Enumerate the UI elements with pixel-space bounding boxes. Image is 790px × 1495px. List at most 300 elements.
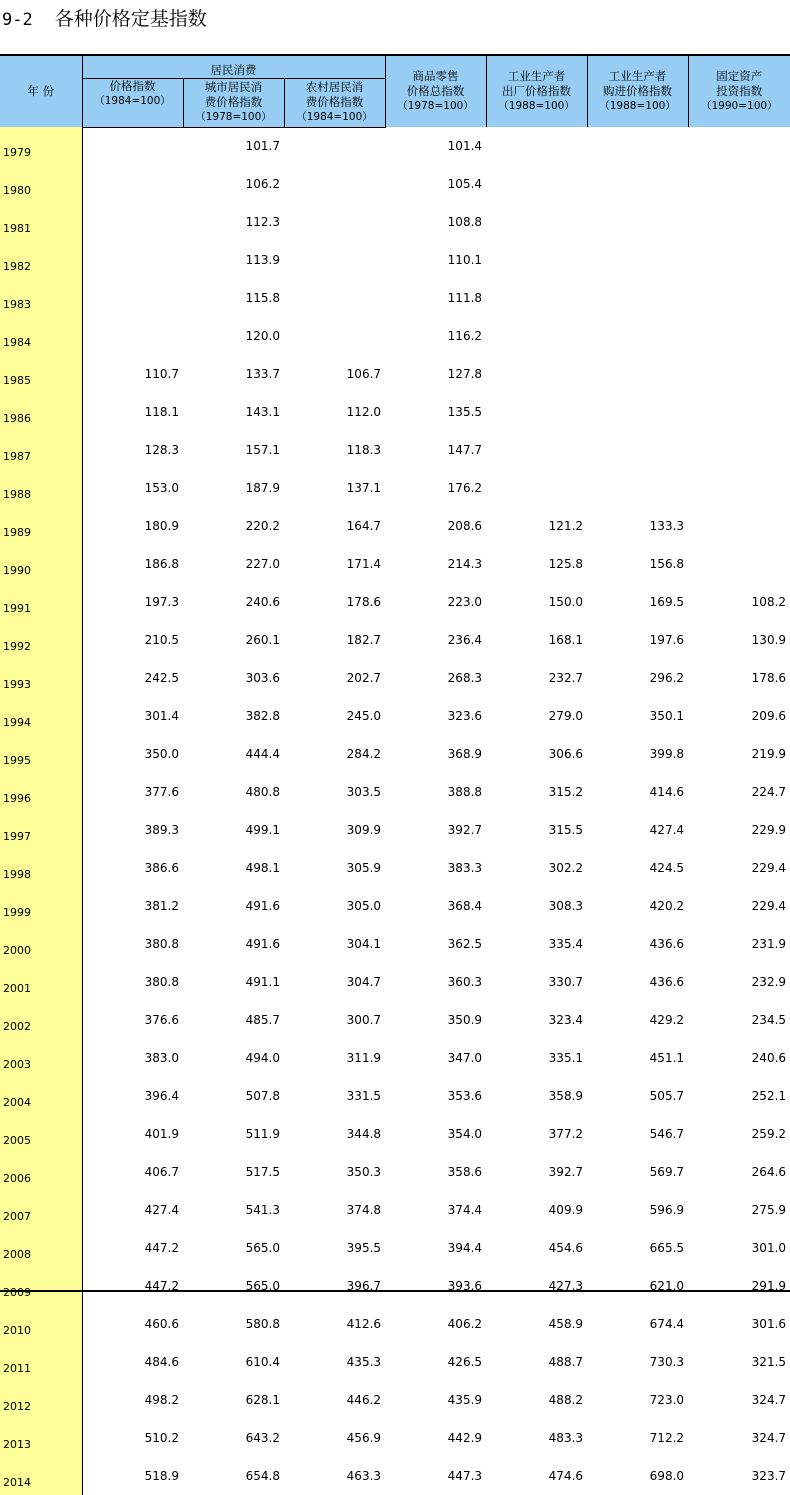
urban-cell: 541.3	[245, 1203, 280, 1217]
rural-cell: 456.9	[346, 1431, 382, 1445]
rural-cell: 446.2	[346, 1393, 382, 1407]
table-row	[0, 507, 790, 545]
ppi-in-cell: 546.7	[649, 1127, 685, 1141]
fai-cell: 275.9	[751, 1203, 787, 1217]
fai-cell: 232.9	[751, 975, 787, 989]
rural-cell: 304.1	[346, 937, 382, 951]
header-ppi-out	[486, 55, 587, 127]
year-cell: 2004	[0, 1077, 82, 1115]
fai-cell: 229.9	[751, 823, 787, 837]
ppi-out-cell	[486, 165, 587, 203]
urban-cell: 494.0	[245, 1051, 280, 1065]
rural-cell	[284, 203, 385, 241]
ppi-in-cell: 424.5	[649, 861, 685, 875]
table-row	[0, 735, 790, 773]
cpi-cell: 118.1	[144, 405, 179, 419]
urban-cell: 187.9	[245, 481, 280, 495]
ppi-in-cell	[587, 469, 688, 507]
year-cell: 2000	[0, 925, 82, 963]
ppi-out-cell: 308.3	[548, 899, 584, 913]
year-cell: 1996	[0, 773, 82, 811]
year-cell: 2002	[0, 1001, 82, 1039]
urban-cell: 120.0	[245, 329, 280, 343]
ppi-out-cell: 409.9	[548, 1203, 584, 1217]
table-row	[0, 1267, 790, 1305]
retail-cell: 101.4	[447, 139, 483, 153]
cpi-cell: 186.8	[144, 557, 179, 571]
rural-cell: 435.3	[346, 1355, 382, 1369]
ppi-in-cell: 427.4	[649, 823, 685, 837]
header-cpi-sub	[82, 78, 183, 127]
table-row	[0, 165, 790, 203]
table-row	[0, 773, 790, 811]
year-cell: 2009	[0, 1267, 82, 1305]
retail-cell: 383.3	[447, 861, 483, 875]
table-row	[0, 127, 790, 165]
cpi-cell: 386.6	[144, 861, 179, 875]
cpi-cell	[82, 127, 183, 165]
year-cell: 1988	[0, 469, 82, 507]
retail-cell: 374.4	[447, 1203, 483, 1217]
fai-cell: 321.5	[751, 1355, 787, 1369]
ppi-out-cell: 323.4	[548, 1013, 584, 1027]
rural-cell: 178.6	[346, 595, 382, 609]
urban-cell: 499.1	[245, 823, 280, 837]
fai-cell: 108.2	[751, 595, 787, 609]
ppi-out-cell	[486, 431, 587, 469]
urban-cell: 240.6	[245, 595, 280, 609]
urban-cell: 610.4	[245, 1355, 280, 1369]
year-cell: 1994	[0, 697, 82, 735]
year-cell: 1997	[0, 811, 82, 849]
fai-cell	[688, 241, 790, 279]
ppi-out-cell: 330.7	[548, 975, 584, 989]
ppi-in-cell: 665.5	[649, 1241, 685, 1255]
ppi-out-cell: 168.1	[548, 633, 584, 647]
rural-cell: 309.9	[346, 823, 382, 837]
urban-cell: 491.1	[245, 975, 280, 989]
retail-cell: 353.6	[447, 1089, 483, 1103]
rural-cell: 305.9	[346, 861, 382, 875]
header-urban-line2: 费价格指数	[204, 95, 263, 109]
retail-cell: 360.3	[447, 975, 483, 989]
retail-cell: 347.0	[447, 1051, 483, 1065]
rural-cell	[284, 127, 385, 165]
ppi-in-cell: 698.0	[649, 1469, 685, 1483]
table-row	[0, 1001, 790, 1039]
table-row	[0, 279, 790, 317]
year-cell: 1990	[0, 545, 82, 583]
bottom-rule	[0, 1290, 790, 1292]
ppi-in-cell: 350.1	[649, 709, 685, 723]
table-row	[0, 659, 790, 697]
retail-cell: 368.9	[447, 747, 483, 761]
ppi-in-cell	[587, 203, 688, 241]
cpi-cell: 380.8	[144, 975, 179, 989]
urban-cell: 491.6	[245, 899, 280, 913]
cpi-cell: 406.7	[144, 1165, 179, 1179]
year-cell: 1981	[0, 203, 82, 241]
retail-cell: 358.6	[447, 1165, 483, 1179]
cpi-cell	[82, 203, 183, 241]
fai-cell: 130.9	[751, 633, 787, 647]
header-rural-line1: 农村居民消	[305, 80, 364, 94]
cpi-cell: 510.2	[144, 1431, 179, 1445]
retail-cell: 268.3	[447, 671, 483, 685]
cpi-cell: 498.2	[144, 1393, 179, 1407]
fai-cell: 229.4	[751, 899, 787, 913]
ppi-in-cell: 169.5	[649, 595, 685, 609]
fai-cell	[688, 469, 790, 507]
year-cell: 2005	[0, 1115, 82, 1153]
year-cell: 1983	[0, 279, 82, 317]
header-year-label: 年 份	[27, 84, 55, 98]
ppi-out-cell: 335.4	[548, 937, 584, 951]
year-cell: 1986	[0, 393, 82, 431]
cpi-cell: 389.3	[144, 823, 179, 837]
year-cell: 2011	[0, 1343, 82, 1381]
ppi-out-cell: 302.2	[548, 861, 584, 875]
ppi-out-cell	[486, 203, 587, 241]
retail-cell: 442.9	[447, 1431, 483, 1445]
urban-cell: 498.1	[245, 861, 280, 875]
ppi-out-cell: 315.5	[548, 823, 584, 837]
ppi-in-cell: 723.0	[649, 1393, 685, 1407]
fai-cell	[688, 431, 790, 469]
rural-cell: 412.6	[346, 1317, 382, 1331]
cpi-cell: 381.2	[144, 899, 179, 913]
year-cell: 1989	[0, 507, 82, 545]
ppi-in-cell: 569.7	[649, 1165, 685, 1179]
retail-cell: 394.4	[447, 1241, 483, 1255]
year-cell: 2003	[0, 1039, 82, 1077]
ppi-in-cell: 730.3	[649, 1355, 685, 1369]
price-index-table	[0, 54, 790, 1495]
retail-cell: 447.3	[447, 1469, 483, 1483]
fai-cell: 209.6	[751, 709, 787, 723]
urban-cell: 101.7	[245, 139, 280, 154]
table-row	[0, 697, 790, 735]
fai-cell	[688, 393, 790, 431]
rural-cell	[284, 165, 385, 203]
table-row	[0, 431, 790, 469]
year-cell: 1987	[0, 431, 82, 469]
table-row	[0, 583, 790, 621]
cpi-cell: 110.7	[144, 367, 179, 381]
ppi-in-cell: 712.2	[649, 1431, 685, 1445]
ppi-in-cell: 596.9	[649, 1203, 685, 1217]
cpi-cell: 484.6	[144, 1355, 179, 1369]
rural-cell: 300.7	[346, 1013, 382, 1027]
urban-cell: 113.9	[245, 253, 280, 267]
urban-cell: 260.1	[245, 633, 280, 647]
cpi-cell: 383.0	[144, 1051, 179, 1065]
urban-cell: 628.1	[245, 1393, 280, 1407]
fai-cell	[688, 203, 790, 241]
cpi-cell: 518.9	[144, 1469, 179, 1483]
retail-cell: 110.1	[447, 253, 483, 267]
urban-cell: 382.8	[245, 709, 280, 723]
ppi-in-cell	[587, 241, 688, 279]
year-cell: 1991	[0, 583, 82, 621]
rural-cell: 311.9	[346, 1051, 382, 1065]
ppi-out-cell	[486, 317, 587, 355]
header-fai-line2: 投资指数	[716, 84, 763, 98]
rural-cell	[284, 317, 385, 355]
rural-cell: 331.5	[346, 1089, 382, 1103]
ppi-in-cell: 133.3	[649, 519, 685, 533]
fai-cell: 178.6	[751, 671, 787, 685]
header-fai-base: （1990=100）	[701, 100, 778, 112]
header-retail-base: （1978=100）	[397, 100, 474, 112]
year-cell: 1984	[0, 317, 82, 355]
ppi-out-cell	[486, 127, 587, 165]
ppi-in-cell	[587, 317, 688, 355]
year-cell: 2001	[0, 963, 82, 1001]
year-cell: 1999	[0, 887, 82, 925]
rural-cell: 137.1	[346, 481, 382, 495]
table-row	[0, 241, 790, 279]
table-number: 9-2	[2, 10, 33, 30]
fai-cell: 301.0	[751, 1241, 787, 1255]
rural-cell: 112.0	[346, 405, 382, 419]
table-row	[0, 1039, 790, 1077]
header-urban-base: （1978=100）	[195, 111, 272, 123]
retail-cell: 435.9	[447, 1393, 483, 1407]
fai-cell	[688, 127, 790, 165]
fai-cell: 229.4	[751, 861, 787, 875]
year-cell: 2008	[0, 1229, 82, 1267]
ppi-in-cell: 156.8	[649, 557, 685, 571]
retail-cell: 176.2	[447, 481, 483, 495]
urban-cell: 112.3	[245, 215, 280, 229]
table-row	[0, 1457, 790, 1495]
urban-cell: 115.8	[245, 291, 280, 305]
header-cpi	[82, 55, 385, 78]
year-cell: 2006	[0, 1153, 82, 1191]
table-row	[0, 1115, 790, 1153]
ppi-in-cell	[587, 165, 688, 203]
ppi-out-cell	[486, 393, 587, 431]
fai-cell: 252.1	[751, 1089, 787, 1103]
header-ppi-in	[587, 55, 688, 127]
retail-cell: 223.0	[447, 595, 483, 609]
ppi-in-cell	[587, 431, 688, 469]
retail-cell: 111.8	[447, 291, 483, 305]
ppi-in-cell: 414.6	[649, 785, 685, 799]
cpi-cell: 447.2	[144, 1241, 179, 1255]
fai-cell	[688, 545, 790, 583]
ppi-in-cell	[587, 393, 688, 431]
retail-cell: 350.9	[447, 1013, 483, 1027]
table-row	[0, 887, 790, 925]
urban-cell: 157.1	[245, 443, 280, 457]
header-ppi-out-line1: 工业生产者	[507, 69, 566, 83]
table-row	[0, 393, 790, 431]
retail-cell: 406.2	[447, 1317, 483, 1331]
year-cell: 1992	[0, 621, 82, 659]
ppi-in-cell: 420.2	[649, 899, 685, 913]
urban-cell: 480.8	[245, 785, 280, 799]
table-row	[0, 1229, 790, 1267]
year-cell: 2012	[0, 1381, 82, 1419]
table-row	[0, 545, 790, 583]
table-row	[0, 811, 790, 849]
retail-cell: 393.6	[447, 1279, 483, 1293]
rural-cell: 171.4	[346, 557, 382, 571]
ppi-in-cell: 674.4	[649, 1317, 685, 1331]
cpi-cell	[82, 165, 183, 203]
ppi-out-cell: 427.3	[548, 1279, 584, 1293]
ppi-in-cell	[587, 279, 688, 317]
cpi-cell: 427.4	[144, 1203, 179, 1217]
table-title: 各种价格定基指数	[54, 8, 207, 30]
year-cell: 2010	[0, 1305, 82, 1343]
ppi-out-cell: 458.9	[548, 1317, 584, 1331]
page-title	[2, 6, 207, 32]
header-ppi-in-line2: 购进价格指数	[603, 84, 673, 98]
cpi-cell: 197.3	[144, 595, 179, 609]
cpi-cell: 447.2	[144, 1279, 179, 1293]
cpi-cell: 242.5	[144, 671, 179, 685]
fai-cell	[688, 507, 790, 545]
rural-cell: 374.8	[346, 1203, 382, 1217]
header-retail-line2: 价格总指数	[406, 84, 465, 98]
cpi-cell: 377.6	[144, 785, 179, 799]
retail-cell: 147.7	[447, 443, 483, 457]
rural-cell: 304.7	[346, 975, 382, 989]
table-row	[0, 203, 790, 241]
cpi-cell: 460.6	[144, 1317, 179, 1331]
fai-cell: 259.2	[751, 1127, 787, 1141]
fai-cell	[688, 317, 790, 355]
cpi-cell: 376.6	[144, 1013, 179, 1027]
urban-cell: 220.2	[245, 519, 280, 533]
ppi-out-cell: 121.2	[548, 519, 584, 533]
ppi-out-cell: 232.7	[548, 671, 584, 685]
table-row	[0, 1343, 790, 1381]
header-retail	[385, 55, 486, 127]
year-cell: 1995	[0, 735, 82, 773]
urban-cell: 106.2	[245, 177, 280, 191]
fai-cell	[688, 279, 790, 317]
ppi-in-cell: 197.6	[649, 633, 685, 647]
urban-cell: 511.9	[245, 1127, 280, 1141]
ppi-in-cell: 399.8	[649, 747, 685, 761]
retail-cell: 388.8	[447, 785, 483, 799]
header-rural	[284, 78, 385, 127]
header-cpi-line1: 居民消费	[210, 62, 257, 77]
retail-cell: 108.8	[447, 215, 483, 229]
header-fai-line1: 固定资产	[716, 69, 763, 83]
year-cell: 1979	[0, 127, 82, 165]
header-fai	[688, 55, 790, 127]
ppi-out-cell: 377.2	[548, 1127, 584, 1141]
fai-cell: 291.9	[751, 1279, 787, 1293]
fai-cell: 324.7	[751, 1393, 787, 1407]
rural-cell	[284, 279, 385, 317]
urban-cell: 507.8	[245, 1089, 280, 1103]
header-rural-base: （1984=100）	[296, 111, 373, 123]
rural-cell: 303.5	[346, 785, 382, 799]
rural-cell: 396.7	[346, 1279, 382, 1293]
ppi-out-cell: 454.6	[548, 1241, 584, 1255]
rural-cell: 284.2	[346, 747, 382, 761]
retail-cell: 135.5	[447, 405, 483, 419]
fai-cell: 324.7	[751, 1431, 787, 1445]
ppi-out-cell: 488.2	[548, 1393, 584, 1407]
ppi-out-cell: 392.7	[548, 1165, 584, 1179]
urban-cell: 444.4	[245, 747, 280, 761]
table-row	[0, 1191, 790, 1229]
cpi-cell: 350.0	[144, 747, 179, 761]
fai-cell: 219.9	[751, 747, 787, 761]
header-ppi-in-line1: 工业生产者	[608, 69, 667, 83]
retail-cell: 368.4	[447, 899, 483, 913]
cpi-cell: 301.4	[144, 709, 179, 723]
urban-cell: 565.0	[245, 1241, 280, 1255]
table-row	[0, 1419, 790, 1457]
fai-cell: 231.9	[751, 937, 787, 951]
header-year	[0, 55, 82, 127]
fai-cell: 234.5	[751, 1013, 787, 1027]
fai-cell: 224.7	[751, 785, 787, 799]
table-row	[0, 469, 790, 507]
rural-cell: 182.7	[346, 633, 382, 647]
table-row	[0, 1305, 790, 1343]
header-urban-line1: 城市居民消	[204, 80, 263, 94]
rural-cell: 118.3	[346, 443, 382, 457]
ppi-in-cell: 451.1	[649, 1051, 685, 1065]
rural-cell: 164.7	[346, 519, 382, 533]
rural-cell: 305.0	[346, 899, 382, 913]
retail-cell: 127.8	[447, 367, 483, 381]
year-cell: 2014	[0, 1457, 82, 1495]
header-ppi-in-base: （1988=100）	[599, 100, 676, 112]
header-cpi-base: （1984=100）	[94, 94, 171, 107]
urban-cell: 643.2	[245, 1431, 280, 1445]
ppi-out-cell: 306.6	[548, 747, 584, 761]
year-cell: 1998	[0, 849, 82, 887]
ppi-out-cell	[486, 241, 587, 279]
cpi-cell: 396.4	[144, 1089, 179, 1103]
rural-cell: 106.7	[346, 367, 382, 381]
retail-cell: 392.7	[447, 823, 483, 837]
ppi-out-cell: 315.2	[548, 785, 584, 799]
table-row	[0, 1077, 790, 1115]
ppi-in-cell: 505.7	[649, 1089, 685, 1103]
year-cell: 1982	[0, 241, 82, 279]
fai-cell: 240.6	[751, 1051, 787, 1065]
year-cell: 1980	[0, 165, 82, 203]
header-ppi-out-line2: 出厂价格指数	[502, 84, 572, 98]
retail-cell: 362.5	[447, 937, 483, 951]
year-cell: 2007	[0, 1191, 82, 1229]
retail-cell: 214.3	[447, 557, 483, 571]
urban-cell: 580.8	[245, 1317, 280, 1331]
year-cell: 1993	[0, 659, 82, 697]
ppi-in-cell: 621.0	[649, 1279, 685, 1293]
rural-cell: 202.7	[346, 671, 382, 685]
retail-cell: 236.4	[447, 633, 483, 647]
urban-cell: 565.0	[245, 1279, 280, 1293]
ppi-in-cell	[587, 127, 688, 165]
cpi-cell: 180.9	[144, 519, 179, 533]
ppi-out-cell: 358.9	[548, 1089, 584, 1103]
fai-cell	[688, 165, 790, 203]
rural-cell	[284, 241, 385, 279]
ppi-out-cell	[486, 279, 587, 317]
